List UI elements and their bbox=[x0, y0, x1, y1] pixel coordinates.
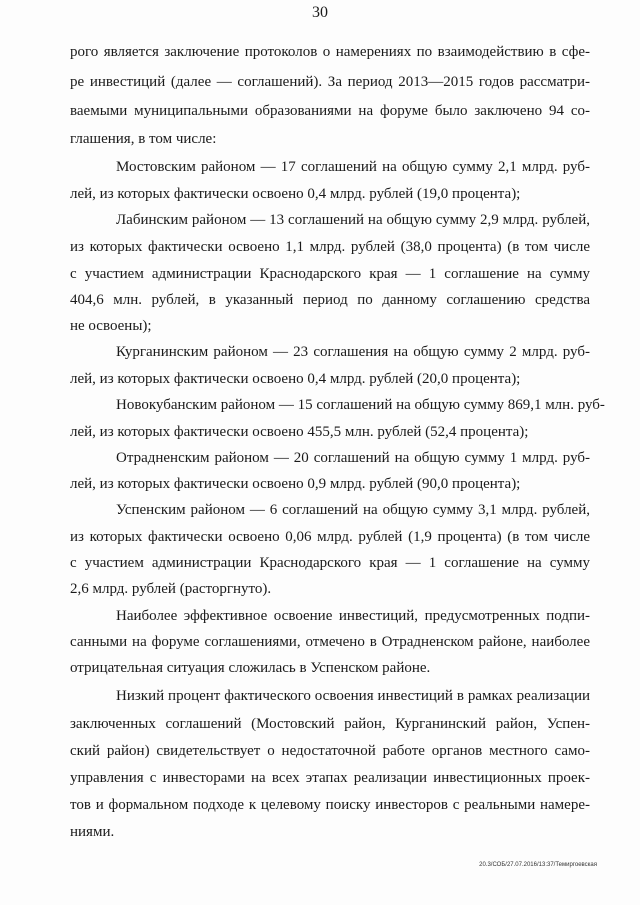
text-line: санными на форуме соглашениями, отмечено в Отрадненском районе, наиболее bbox=[70, 634, 590, 650]
text-line: из которых фактически освоено 1,1 млрд. рублей (38,0 процента) (в том числе bbox=[70, 239, 590, 255]
text-line: лей, из которых фактически освоено 0,9 млрд. рублей (90,0 процента); bbox=[70, 476, 521, 492]
text-line: с участием администрации Краснодарского края — 1 соглашение на сумму bbox=[70, 555, 590, 571]
text-line: Успенским районом — 6 соглашений на общую сумму 3,1 млрд. рублей, bbox=[116, 502, 590, 518]
footer-stamp: 20.3/СОБ/27.07.2016/13:37/Темиргоевская bbox=[479, 862, 597, 868]
text-line: рого является заключение протоколов о намерениях по взаимодействию в сфе- bbox=[70, 44, 590, 60]
text-line: управления с инвесторами на всех этапах реализации инвестиционных проек- bbox=[70, 770, 590, 786]
text-line: Наиболее эффективное освоение инвестиций, предусмотренных подпи- bbox=[116, 608, 590, 624]
text-line: с участием администрации Краснодарского края — 1 соглашение на сумму bbox=[70, 266, 590, 282]
page-number: 30 bbox=[312, 4, 328, 21]
text-line: заключенных соглашений (Мостовский район, Курганинский район, Успен- bbox=[70, 716, 590, 732]
text-line: Низкий процент фактического освоения инвестиций в рамках реализации bbox=[116, 688, 590, 704]
text-line: Лабинским районом — 13 соглашений на общую сумму 2,9 млрд. рублей, bbox=[116, 212, 590, 228]
text-line: Отрадненским районом — 20 соглашений на общую сумму 1 млрд. руб- bbox=[116, 450, 590, 466]
text-line: лей, из которых фактически освоено 0,4 млрд. рублей (20,0 процента); bbox=[70, 371, 521, 387]
text-line: ре инвестиций (далее — соглашений). За период 2013—2015 годов рассматри- bbox=[70, 74, 590, 90]
text-line: Мостовским районом — 17 соглашений на общую сумму 2,1 млрд. руб- bbox=[116, 159, 590, 175]
text-line: Курганинским районом — 23 соглашения на общую сумму 2 млрд. руб- bbox=[116, 344, 590, 360]
text-line: лей, из которых фактически освоено 455,5 млн. рублей (52,4 процента); bbox=[70, 424, 529, 440]
text-line: глашения, в том числе: bbox=[70, 131, 217, 147]
text-line: ский район) свидетельствует о недостаточной работе органов местного само- bbox=[70, 743, 590, 759]
text-line: ваемыми муниципальными образованиями на форуме было заключено 94 со- bbox=[70, 103, 590, 119]
text-line: из которых фактически освоено 0,06 млрд. рублей (1,9 процента) (в том числе bbox=[70, 529, 590, 545]
text-line: лей, из которых фактически освоено 0,4 млрд. рублей (19,0 процента); bbox=[70, 186, 521, 202]
text-line: 404,6 млн. рублей, в указанный период по данному соглашению средства bbox=[70, 292, 590, 308]
text-line: ниями. bbox=[70, 824, 115, 840]
text-line: отрицательная ситуация сложилась в Успенском районе. bbox=[70, 660, 431, 676]
text-line: тов и формальном подходе к целевому поиску инвесторов с реальными намере- bbox=[70, 797, 590, 813]
text-line: Новокубанским районом — 15 соглашений на общую сумму 869,1 млн. руб- bbox=[116, 397, 605, 413]
text-line: 2,6 млрд. рублей (расторгнуто). bbox=[70, 581, 272, 597]
text-line: не освоены); bbox=[70, 318, 152, 334]
